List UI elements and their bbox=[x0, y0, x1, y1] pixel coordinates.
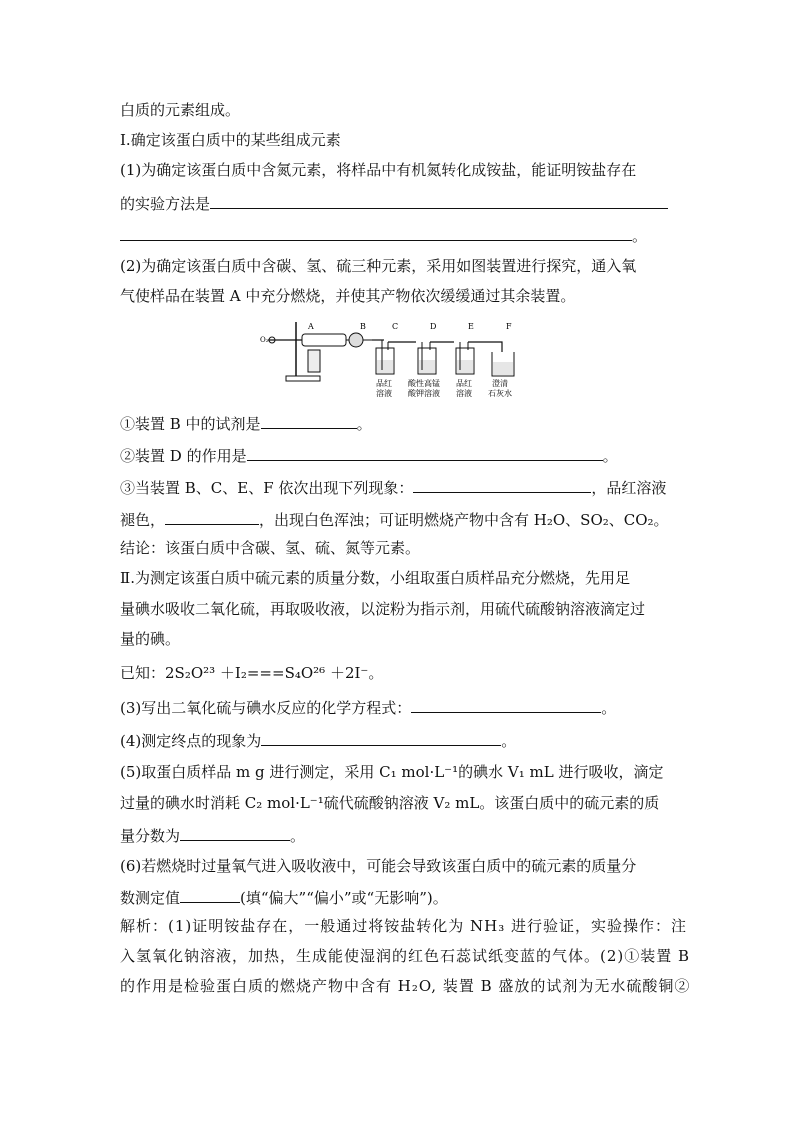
text: 褪色， bbox=[120, 511, 166, 529]
stand-base bbox=[286, 376, 320, 381]
question-2-3 bbox=[120, 476, 666, 498]
section-2-line-2: 量碘水吸收二氧化硫，再取吸收液，以淀粉为指示剂，用硫代硫酸钠溶液滴定过 bbox=[120, 600, 646, 618]
label-b: B bbox=[360, 322, 366, 331]
question-1-line-3 bbox=[120, 224, 647, 246]
known-equation: 已知：2S₂O²³ ＋I₂===S₄O²⁶ ＋2I⁻。 bbox=[120, 664, 384, 682]
section-2-line-3: 量的碘。 bbox=[120, 630, 181, 648]
text: ，出现白色浑浊；可证明燃烧产物中含有 H₂O、SO₂、CO₂。 bbox=[259, 511, 669, 529]
question-6: (6)若燃烧时过量氧气进入吸收液中，可能会导致该蛋白质中的硫元素的质量分 bbox=[120, 857, 637, 875]
answer-blank[interactable] bbox=[120, 224, 632, 241]
analysis-line-3: 的作用是检验蛋白质的燃烧产物中含有 H₂O, 装置 B 盛放的试剂为无水硫酸铜② bbox=[120, 977, 691, 995]
combustion-tube bbox=[302, 334, 346, 346]
answer-blank[interactable] bbox=[261, 412, 357, 429]
text: ②装置 D 的作用是 bbox=[120, 447, 247, 465]
analysis-line-2: 入氢氧化钠溶液，加热，生成能使湿润的红色石蕊试纸变蓝的气体。(2)①装置 B bbox=[120, 947, 691, 965]
caption-e-1: 品红 bbox=[456, 379, 472, 388]
text: ③当装置 B、C、E、F 依次出现下列现象： bbox=[120, 479, 414, 497]
label-e: E bbox=[468, 322, 474, 331]
answer-blank[interactable] bbox=[180, 824, 290, 841]
section-heading-1: Ⅰ.确定该蛋白质中的某些组成元素 bbox=[120, 131, 341, 149]
text: 。 bbox=[632, 227, 648, 245]
question-6-line-2 bbox=[120, 886, 448, 908]
text: (3)写出二氧化硫与碘水反应的化学方程式： bbox=[120, 699, 412, 717]
question-2-1 bbox=[120, 412, 372, 434]
answer-blank[interactable] bbox=[261, 729, 501, 746]
conclusion: 结论：该蛋白质中含碳、氢、硫、氮等元素。 bbox=[120, 539, 421, 557]
apparatus-figure bbox=[258, 316, 534, 402]
caption-f-1: 澄清 bbox=[492, 379, 508, 388]
text: (4)测定终点的现象为 bbox=[120, 732, 262, 750]
text: ，品红溶液 bbox=[591, 479, 667, 497]
caption-f-2: 石灰水 bbox=[488, 389, 512, 398]
caption-d-2: 酸钾溶液 bbox=[408, 389, 440, 398]
question-4 bbox=[120, 729, 516, 751]
question-5-line-3 bbox=[120, 824, 305, 846]
question-5-line-2: 过量的碘水时消耗 C₂ mol·L⁻¹硫代硫酸钠溶液 V₂ mL。该蛋白质中的硫元素的质 bbox=[120, 794, 660, 812]
question-1-line-2 bbox=[120, 192, 668, 214]
caption-d-1: 酸性高锰 bbox=[408, 379, 440, 388]
question-1: (1)为确定该蛋白质中含氮元素，将样品中有机氮转化成铵盐，能证明铵盐存在 bbox=[120, 161, 637, 179]
answer-blank[interactable] bbox=[247, 444, 603, 461]
answer-blank[interactable] bbox=[413, 476, 591, 493]
question-3 bbox=[120, 696, 616, 718]
question-2-3-line-2 bbox=[120, 508, 669, 530]
o2-label: O₂ bbox=[260, 336, 269, 344]
text: 。 bbox=[356, 415, 372, 433]
caption-c-2: 溶液 bbox=[376, 389, 392, 398]
text: (填“偏大”“偏小”或“无影响”)。 bbox=[240, 889, 448, 907]
text: 数测定值 bbox=[120, 889, 181, 907]
label-d: D bbox=[430, 322, 437, 331]
text: 。 bbox=[501, 732, 517, 750]
answer-blank[interactable] bbox=[210, 192, 668, 209]
answer-blank[interactable] bbox=[411, 696, 601, 713]
analysis-line-1: 解析：(1)证明铵盐存在，一般通过将铵盐转化为 NH₃ 进行验证，实验操作：注 bbox=[120, 917, 688, 935]
question-5: (5)取蛋白质样品 m g 进行测定，采用 C₁ mol·L⁻¹的碘水 V₁ mL 进行吸收，滴定 bbox=[120, 763, 664, 781]
text-line: 白质的元素组成。 bbox=[120, 101, 241, 119]
answer-blank[interactable] bbox=[180, 886, 240, 903]
section-heading-2: Ⅱ.为测定该蛋白质中硫元素的质量分数，小组取蛋白质样品充分燃烧，先用足 bbox=[120, 569, 630, 587]
question-2-2 bbox=[120, 444, 618, 466]
label-c: C bbox=[392, 322, 399, 331]
text: 的实验方法是 bbox=[120, 195, 211, 213]
text: 。 bbox=[290, 827, 306, 845]
text: ①装置 B 中的试剂是 bbox=[120, 415, 261, 433]
caption-e-2: 溶液 bbox=[456, 389, 472, 398]
question-2-line-2: 气使样品在装置 A 中充分燃烧，并使其产物依次缓缓通过其余装置。 bbox=[120, 287, 576, 305]
text: 。 bbox=[601, 699, 617, 717]
drying-tube bbox=[349, 333, 363, 347]
text: 。 bbox=[602, 447, 618, 465]
label-a: A bbox=[308, 322, 314, 331]
question-2: (2)为确定该蛋白质中含碳、氢、硫三种元素，采用如图装置进行探究，通入氧 bbox=[120, 257, 637, 275]
burner bbox=[308, 350, 320, 372]
text: 量分数为 bbox=[120, 827, 181, 845]
label-f: F bbox=[506, 322, 512, 331]
caption-c-1: 品红 bbox=[376, 379, 392, 388]
answer-blank[interactable] bbox=[165, 508, 259, 525]
